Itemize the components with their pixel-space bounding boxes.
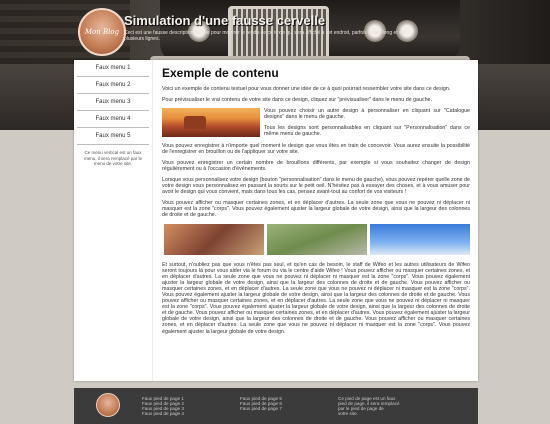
- paragraph-customize: Lorsque vous personnalisez votre design (bouton "personnalisation" dans le menu de gauche), vous pouvez repérer quelle zone de votre design vous personnalisez en passant la souris sur le petit oeil. N'hésitez pas à essayer des choses, et à vous amuser pour avoir le design qui vous convient, mais dans tous les cas, pensez avant-tout au confort de vos visiteurs !: [162, 176, 470, 196]
- gallery-image-3: [370, 224, 470, 255]
- gallery-image-2: [267, 224, 367, 255]
- image-gallery: [164, 224, 470, 255]
- paragraph-preview: Pour prévisualiser le vrai contenu de votre site dans ce design, cliquez sur "prévisualiser" dans le menu de gauche.: [162, 97, 432, 104]
- paragraph-personalisation: Tous les designs sont personnalisables en cliquant sur "Personnalisation" dans ce même menu de gauche.: [264, 125, 470, 138]
- footer-line: Faux pied de page 3: [142, 406, 184, 411]
- footer-line: Ce pied de page est un faux: [338, 396, 396, 401]
- main-content: [162, 66, 470, 340]
- paragraph-intro: Voici un exemple de contenu textuel pour vous donner une idée de ce à quoi pourrait ressembler votre site dans ce design.: [162, 86, 451, 92]
- sidebar-menu: [74, 60, 153, 381]
- footer-column-2: [240, 396, 310, 411]
- content-title: Exemple de contenu: [162, 66, 279, 80]
- footer-line: Faux pied de page 6: [240, 401, 282, 406]
- site-description: Ceci est une fausse description du site pour montrer le rendu de ce texte qui sera affiché à cet endroit, parfois assez long et sur plusieurs lignes.: [124, 30, 407, 42]
- footer-line: votre site.: [338, 411, 358, 416]
- paragraph-support: Et surtout, n'oubliez pas que vous n'êtes pas seul, et qu'en cas de besoin, le staff de Wifeo et les autres utilisateurs de Wifeo seront toujours là pour vous aider via le forum ou via le centre d'aide Wifeo ! Vous pouvez afficher ou masquer certaines zones, et en déplacer d'autres. La seule zone que vous ne pouvez ni déplacer ni masquer est la zone "corps". Vous pouvez également ajuster la largeur globale de votre design, ainsi que la largeur des colonnes de droite et de gauche. Vous pouvez afficher ou masquer certaines zones, et en déplacer d'autres. La seule zone que vous ne pouvez ni déplacer ni masquer est la zone "corps". Vous pouvez également ajuster la largeur globale de votre design, ainsi que la largeur des colonnes de droite et de gauche. Vous pouvez afficher ou masquer certaines zones, et en déplacer d'autres. La seule zone que vous ne pouvez ni déplacer ni masquer est la zone "corps". Vous pouvez également ajuster la largeur globale de votre design, ainsi que la largeur des colonnes de droite et de gauche. Vous pouvez afficher ou masquer certaines zones, et en déplacer d'autres. Vous pouvez également ajuster la largeur globale de votre design, ainsi que la largeur des colonnes de droite et de gauche. Vous pouvez afficher ou masquer certaines zones, et en déplacer d'autres. La seule zone que vous ne pouvez ni déplacer ni masquer est la zone "corps". Vous pouvez également ajuster la largeur globale de votre design.: [162, 261, 470, 335]
- paragraph-catalogue: Vous pouvez choisir un autre design à personnaliser en cliquant sur "Catalogue designs" dans le menu de gauche.: [264, 108, 470, 121]
- page-container: [74, 60, 478, 381]
- footer-column-1: [142, 396, 212, 416]
- paragraph-drafts: Vous pouvez enregistrer un certain nombre de brouillons différents, par exemple si vous souhaitez changer de design régulièrement ou à l'occasion d'événements.: [162, 159, 470, 172]
- footer-line: Faux pied de page 7: [240, 406, 282, 411]
- footer-line: pied de page, il sera remplacé: [338, 401, 400, 406]
- sidebar-item-4[interactable]: Faux menu 4: [77, 111, 149, 128]
- footer-logo: [96, 393, 120, 417]
- paragraph-save: Vous pouvez enregistrer à n'importe quel moment le design que vous êtes en train de concevoir. Vous aurez ensuite la possibilité de l'enregistrer en brouillon ou de l'appliquer sur votre site.: [162, 142, 470, 155]
- footer-line: Faux pied de page 5: [240, 396, 282, 401]
- logo-text: Mon Blog: [84, 28, 120, 36]
- gallery-image-1: [164, 224, 264, 255]
- footer-line: Faux pied de page 1: [142, 396, 184, 401]
- paragraph-zones: Vous pouvez afficher ou masquer certaines zones, et en déplacer d'autres. La seule zone que vous ne pouvez ni déplacer ni masquer est la zone "corps". Vous pouvez également ajuster la largeur globale de votre design, ainsi que la largeur des colonnes de droite et de gauche.: [162, 200, 470, 219]
- footer-column-3: [338, 396, 408, 416]
- sidebar-item-2[interactable]: Faux menu 2: [77, 77, 149, 94]
- site-title[interactable]: Simulation d'une fausse cervelle: [124, 13, 326, 28]
- sidebar-note: Ce menu vertical est un faux menu, il sera remplacé par le menu de votre site.: [83, 150, 143, 166]
- sidebar-item-5[interactable]: Faux menu 5: [77, 128, 149, 145]
- site-logo[interactable]: [78, 8, 126, 56]
- sidebar-item-3[interactable]: Faux menu 3: [77, 94, 149, 111]
- sidebar-item-1[interactable]: Faux menu 1: [77, 60, 149, 77]
- site-footer: [74, 388, 478, 424]
- footer-line: Faux pied de page 4: [142, 411, 184, 416]
- footer-line: par le pied de page de: [338, 406, 384, 411]
- desert-image: [162, 108, 260, 137]
- footer-line: Faux pied de page 2: [142, 401, 184, 406]
